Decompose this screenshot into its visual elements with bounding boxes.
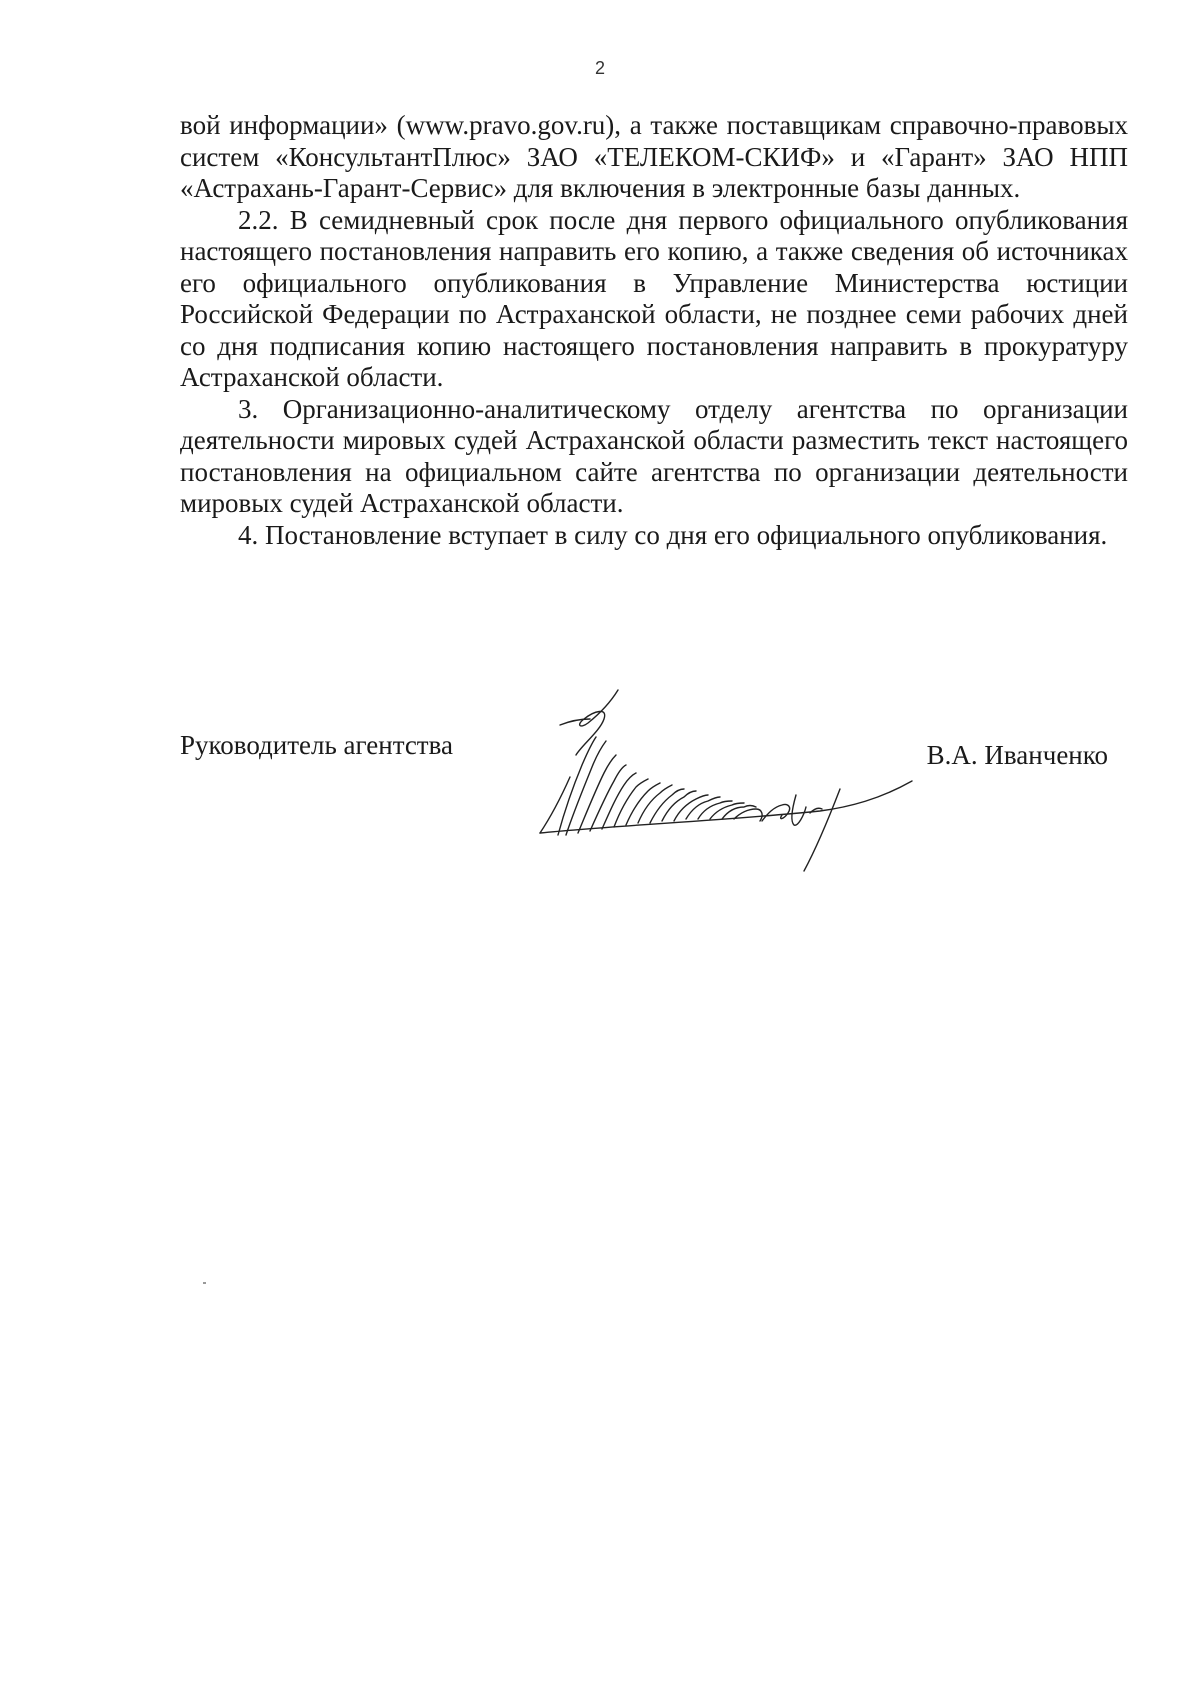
paragraph-continuation: вой информации» (www.pravo.gov.ru), а также поставщикам справочно-правовых систем «КонсультантПлюс» ЗАО «ТЕЛЕКОМ-СКИФ» и «Гарант» ЗАО НПП «Астрахань-Гарант-Сервис» для включения в электронные базы данных. xyxy=(180,110,1128,203)
scan-artifact xyxy=(203,1282,206,1284)
paragraph-3: 3. Организационно-аналитическому отделу агентства по организации деятельности мировых судей Астраханской области разместить текст настоящего постановления на официальном сайте агентства по организации деятельности мировых судей Астраханской области. xyxy=(180,393,1128,518)
page-number: 2 xyxy=(594,58,605,78)
paragraph-4: 4. Постановление вступает в силу со дня его официального опубликования. xyxy=(238,519,1108,550)
signatory-name: В.А. Иванченко xyxy=(926,740,1108,770)
signatory-position: Руководитель агентства xyxy=(180,730,453,760)
signature-block xyxy=(180,730,1128,880)
paragraph-2-2: 2.2. В семидневный срок после дня первого официального опубликования настоящего постановления направить его копию, а также сведения об источниках его официального опубликования в Управление Министерства юстиции Российской Федерации по Астраханской области, не позднее семи рабочих дней со дня подписания копию настоящего постановления направить в прокуратуру Астраханской области. xyxy=(180,204,1128,392)
handwritten-signature xyxy=(500,685,920,875)
document-body xyxy=(180,110,1128,551)
